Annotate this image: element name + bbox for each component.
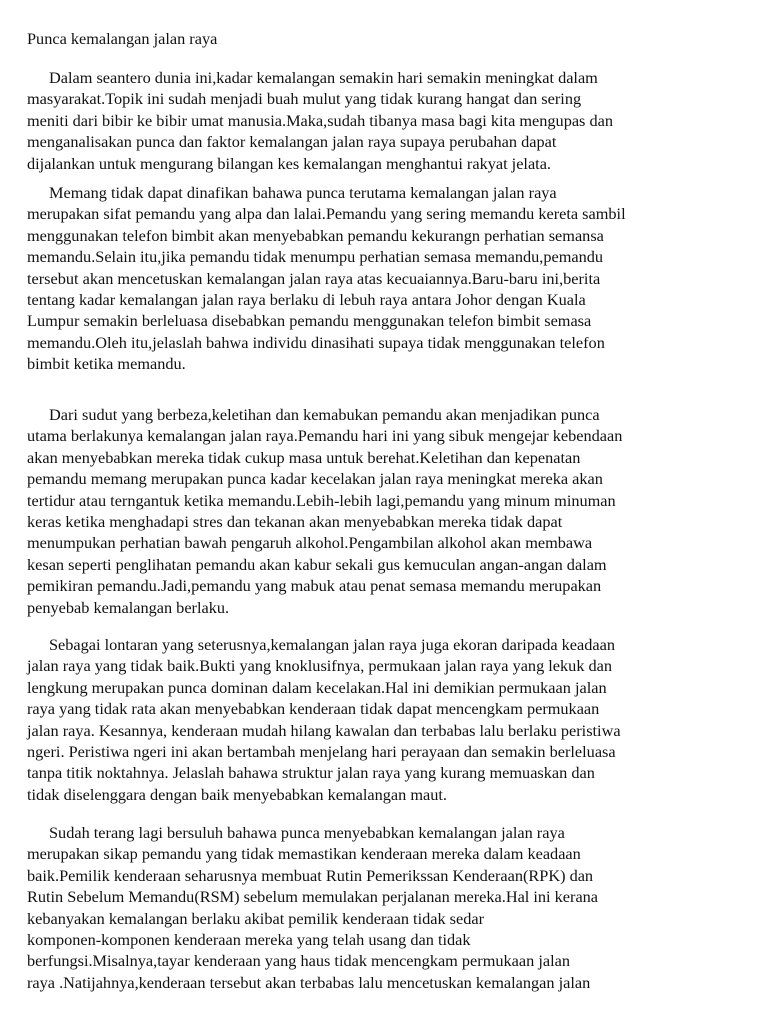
paragraph-5-line: Rutin Sebelum Memandu(RSM) sebelum memulakan perjalanan mereka.Hal ini kerana: [27, 887, 599, 907]
paragraph-5-line: raya .Natijahnya,kenderaan tersebut akan terbabas lalu mencetuskan kemalangan jalan: [27, 972, 591, 992]
paragraph-2-line: merupakan sifat pemandu yang alpa dan lalai.Pemandu yang sering memandu kereta sambil: [27, 204, 626, 224]
paragraph-1-line: Dalam seantero dunia ini,kadar kemalangan semakin hari semakin meningkat dalam: [49, 68, 598, 87]
paragraph-2-line: menggunakan telefon bimbit akan menyebabkan pemandu kekurangn perhatian semansa: [27, 225, 604, 245]
paragraph-5-line: merupakan sikap pemandu yang tidak memastikan kenderaan mereka dalam keadaan: [27, 844, 581, 864]
paragraph-3-line: Dari sudut yang berbeza,keletihan dan kemabukan pemandu akan menjadikan punca: [49, 405, 600, 424]
paragraph-2-line: tersebut akan mencetuskan kemalangan jalan raya atas kecuaiannya.Baru-baru ini,berita: [27, 268, 601, 288]
paragraph-5-line: baik.Pemilik kenderaan seharusnya membuat Rutin Pemerikssan Kenderaan(RPK) dan: [27, 865, 594, 885]
paragraph-4-line: lengkung merupakan punca dominan dalam kecelakan.Hal ini demikian permukaan jalan: [27, 677, 607, 697]
paragraph-3-line: kesan seperti penglihatan pemandu akan kabur sekali gus kemuculan angan-angan dalam: [27, 554, 607, 574]
paragraph-4-line: tidak diselenggara dengan baik menyebabkan kemalangan maut.: [27, 784, 447, 804]
document-title: Punca kemalangan jalan raya: [27, 29, 218, 48]
paragraph-2-line: memandu.Selain itu,jika pemandu tidak menumpu perhatian semasa memandu,pemandu: [27, 247, 604, 267]
paragraph-4: [27, 634, 747, 805]
paragraph-1-line: masyarakat.Topik ini sudah menjadi buah mulut yang tidak kurang hangat dan sering: [27, 89, 582, 109]
paragraph-4-line: Sebagai lontaran yang seterusnya,kemalangan jalan raya juga ekoran daripada keadaan: [49, 635, 615, 654]
paragraph-4-line: ngeri. Peristiwa ngeri ini akan bertambah menjelang hari perayaan dan semakin berleluasa: [27, 741, 616, 761]
paragraph-2: [27, 182, 747, 375]
paragraph-3-line: pemikiran pemandu.Jadi,pemandu yang mabuk atau penat semasa memandu merupakan: [27, 576, 602, 596]
paragraph-5-line: berfungsi.Misalnya,tayar kenderaan yang haus tidak mencengkam permukaan jalan: [27, 951, 570, 971]
paragraph-2-line: Memang tidak dapat dinafikan bahawa punca terutama kemalangan jalan raya: [49, 183, 557, 202]
paragraph-2-line: Lumpur semakin berleluasa disebabkan pemandu menggunakan telefon bimbit semasa: [27, 311, 592, 331]
paragraph-5-line: Sudah terang lagi bersuluh bahawa punca menyebabkan kemalangan jalan raya: [49, 823, 565, 842]
paragraph-5: [27, 822, 747, 993]
paragraph-1: [27, 67, 747, 174]
paragraph-1-line: dijalankan untuk mengurang bilangan kes kemalangan menghantui rakyat jelata.: [27, 153, 551, 173]
paragraph-3-line: utama berlakunya kemalangan jalan raya.Pemandu hari ini yang sibuk mengejar kebendaan: [27, 426, 623, 446]
paragraph-3-line: penyebab kemalangan berlaku.: [27, 597, 230, 617]
paragraph-5-line: komponen-komponen kenderaan mereka yang telah usang dan tidak: [27, 929, 471, 949]
paragraph-4-line: raya yang tidak rata akan menyebabkan kenderaan tidak dapat mencengkam permukaan: [27, 699, 600, 719]
paragraph-4-line: jalan raya. Kesannya, kenderaan mudah hilang kawalan dan terbabas lalu berlaku peristiwa: [27, 720, 621, 740]
paragraph-2-line: memandu.Oleh itu,jelaslah bahwa individu dinasihati supaya tidak menggunakan telefon: [27, 332, 605, 352]
paragraph-4-line: tanpa titik noktahnya. Jelaslah bahawa struktur jalan raya yang kurang memuaskan dan: [27, 763, 595, 783]
paragraph-1-line: meniti dari bibir ke bibir umat manusia.Maka,sudah tibanya masa bagi kita mengupas dan: [27, 110, 613, 130]
paragraph-3-line: menumpukan perhatian bawah pengaruh alkohol.Pengambilan alkohol akan membawa: [27, 533, 593, 553]
paragraph-2-line: tentang kadar kemalangan jalan raya berlaku di lebuh raya antara Johor dengan Kuala: [27, 289, 586, 309]
paragraph-3-line: keras ketika menghadapi stres dan tekanan akan menyebabkan mereka tidak dapat: [27, 511, 563, 531]
paragraph-3-line: tertidur atau terngantuk ketika memandu.Lebih-lebih lagi,pemandu yang minum minuman: [27, 490, 616, 510]
paragraph-3: [27, 404, 747, 618]
paragraph-2-line: bimbit ketika memandu.: [27, 354, 186, 374]
paragraph-5-line: kebanyakan kemalangan berlaku akibat pemilik kenderaan tidak sedar: [27, 908, 485, 928]
paragraph-1-line: menganalisakan punca dan faktor kemalangan jalan raya supaya perubahan dapat: [27, 132, 557, 152]
paragraph-3-line: akan menyebabkan mereka tidak cukup masa untuk berehat.Keletihan dan kepenatan: [27, 447, 581, 467]
paragraph-4-line: jalan raya yang tidak baik.Bukti yang knoklusifnya, permukaan jalan raya yang lekuk dan: [27, 656, 613, 676]
paragraph-3-line: pemandu memang merupakan punca kadar kecelakan jalan raya meningkat mereka akan: [27, 469, 603, 489]
